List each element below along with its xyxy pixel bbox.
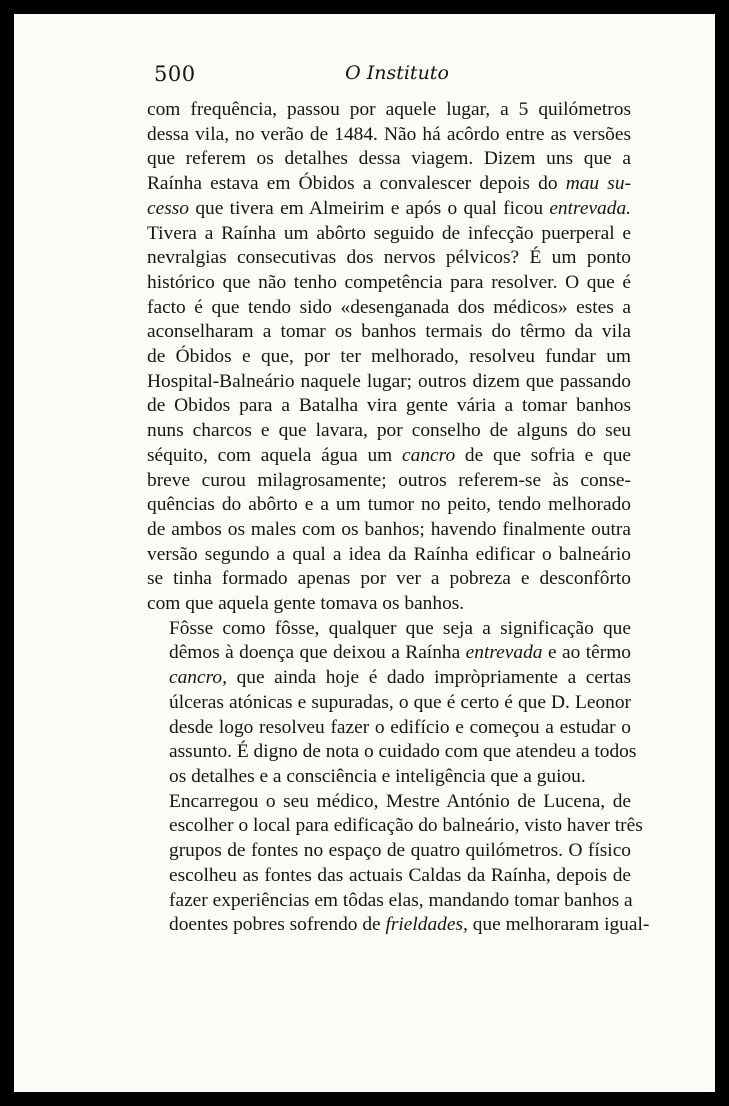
text-segment: histórico que não tenho competência para resolver. O que é — [147, 271, 631, 293]
text-segment: com frequência, passou por aquele lugar, a 5 quilómetros — [147, 99, 631, 120]
text-segment: aconselharam a tomar os banhos termais do têrmo da vila — [147, 321, 631, 343]
text-line — [147, 320, 631, 345]
text-line — [147, 469, 631, 494]
italic-text: cancro — [402, 444, 456, 466]
text-segment: séquito, com aquela água um — [147, 444, 403, 466]
text-segment: Raínha estava em Óbidos a convalescer depois do — [147, 173, 566, 195]
text-line — [147, 518, 631, 543]
page-number: 500 — [154, 62, 196, 86]
text-segment: quências do abôrto e a um tumor no peito, tendo melhorado — [147, 494, 631, 516]
text-line — [147, 246, 631, 271]
page-header — [154, 58, 640, 88]
text-segment: escolheu as fontes das actuais Caldas da Raínha, depois de — [169, 864, 631, 886]
text-segment: com que aquela gente tomava os banhos. — [147, 593, 465, 615]
italic-text: entrevada. — [549, 197, 631, 219]
text-line — [147, 790, 631, 815]
text-line — [147, 889, 631, 914]
italic-text: cesso — [147, 197, 190, 219]
text-segment: grupos de fontes no espaço de quatro quilómetros. O físico — [169, 840, 631, 862]
text-segment: que referem os detalhes dessa viagem. Dizem uns que a — [147, 148, 631, 170]
text-segment: breve curou milagrosamente; outros referem-se às conse- — [147, 469, 631, 491]
italic-text: cancro, — [169, 667, 227, 689]
italic-text: frieldades, — [385, 914, 468, 936]
text-segment: os detalhes e a consciência e inteligência que a guiou. — [169, 765, 586, 787]
text-segment: se tinha formado apenas por ver a pobreza e desconfôrto — [147, 568, 631, 590]
text-segment: Fôsse como fôsse, qualquer que seja a significação que — [169, 617, 631, 639]
text-segment: Hospital-Balneário naquele lugar; outros dizem que passando — [147, 370, 631, 392]
text-segment: versão segundo a qual a idea da Raínha edificar o balneário — [147, 543, 631, 565]
text-line — [147, 444, 631, 469]
text-line — [147, 147, 631, 172]
text-segment: doentes pobres sofrendo de — [169, 914, 386, 936]
text-segment: de ambos os males com os banhos; havendo finalmente outra — [147, 518, 631, 540]
text-line — [147, 864, 631, 889]
text-line — [147, 370, 631, 395]
text-segment: que tivera em Almeirim e após o qual ficou — [189, 197, 550, 219]
body-text — [147, 98, 650, 938]
text-line — [147, 814, 643, 839]
text-line — [147, 691, 631, 716]
text-segment: e ao têrmo — [542, 642, 631, 664]
text-segment: que ainda hoje é dado impròpriamente a certas — [226, 667, 631, 689]
text-segment: dessa vila, no verão de 1484. Não há acôrdo entre as versões — [147, 123, 631, 145]
running-title: O Instituto — [345, 62, 449, 84]
italic-text: entrevada — [465, 642, 543, 664]
paragraph — [147, 98, 631, 617]
text-line — [147, 271, 631, 296]
text-line — [147, 617, 631, 642]
text-line — [147, 197, 631, 222]
text-segment: escolher o local para edificação do balneário, visto haver três — [169, 815, 643, 837]
text-segment: de que sofria e que — [455, 444, 631, 466]
text-line — [147, 98, 631, 123]
text-line — [147, 419, 631, 444]
text-segment: Tivera a Raínha um abôrto seguido de infecção puerperal e — [147, 222, 631, 244]
text-segment: nevralgias consecutivas dos nervos pélvicos? É um ponto — [147, 247, 631, 269]
paragraph — [147, 617, 637, 790]
text-line — [147, 641, 631, 666]
text-segment: dêmos à doença que deixou a Raínha — [169, 642, 466, 664]
text-line — [147, 123, 631, 148]
text-line — [147, 345, 631, 370]
text-segment: Encarregou o seu médico, Mestre António de Lucena, de — [169, 790, 631, 812]
text-line — [147, 666, 631, 691]
book-page — [14, 14, 715, 1092]
text-segment: úlceras atónicas e supuradas, o que é certo é que D. Leonor — [169, 691, 631, 713]
text-line — [147, 394, 631, 419]
text-segment: desde logo resolveu fazer o edifício e começou a estudar o — [169, 716, 631, 738]
text-segment: que melhoraram igual- — [467, 914, 650, 936]
italic-text: mau su- — [565, 173, 631, 195]
text-line — [147, 765, 631, 790]
text-line — [147, 296, 631, 321]
text-segment: assunto. É digno de nota o cuidado com que atendeu a todos — [169, 741, 637, 763]
text-line — [147, 172, 631, 197]
paragraph — [147, 790, 650, 938]
text-line — [147, 716, 631, 741]
text-segment: de Óbidos e que, por ter melhorado, resolveu fundar um — [147, 346, 631, 368]
text-line — [147, 913, 650, 938]
text-line — [147, 740, 637, 765]
text-segment: fazer experiências em tôdas elas, mandando tomar banhos a — [169, 889, 633, 911]
text-line — [147, 592, 631, 617]
text-line — [147, 567, 631, 592]
text-line — [147, 222, 631, 247]
text-line — [147, 493, 631, 518]
text-segment: de Obidos para a Batalha vira gente vária a tomar banhos — [147, 395, 631, 417]
text-line — [147, 839, 631, 864]
text-line — [147, 543, 631, 568]
text-segment: nuns charcos e que lavara, por conselho de alguns do seu — [147, 420, 631, 442]
text-segment: facto é que tendo sido «desenganada dos médicos» estes a — [147, 296, 631, 318]
